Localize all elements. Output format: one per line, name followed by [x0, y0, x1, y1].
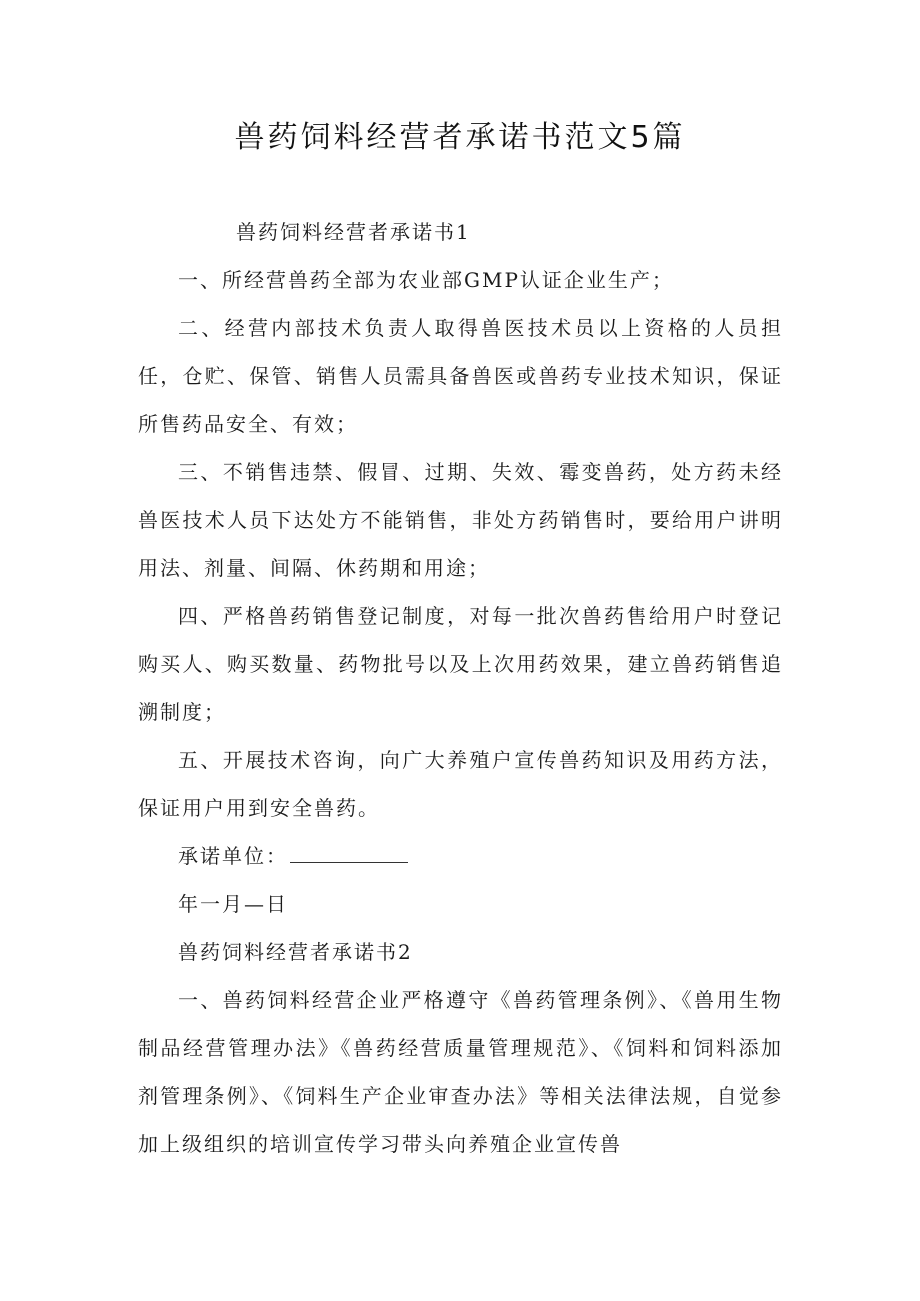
unit-label: 承诺单位： [178, 844, 288, 868]
paragraph: 三、不销售违禁、假冒、过期、失效、霉变兽药，处方药未经兽医技术人员下达处方不能销售，非处方药销售时，要给用户讲明用法、剂量、间隔、休药期和用途； [138, 460, 783, 580]
date-line: 年一月—日 [178, 892, 288, 916]
document-title: 兽药饲料经营者承诺书范文5篇 [234, 120, 686, 155]
paragraph: 二、经营内部技术负责人取得兽医技术员以上资格的人员担任，仓贮、保管、销售人员需具备兽医或兽药专业技术知识，保证所售药品安全、有效； [138, 316, 783, 436]
paragraph: 五、开展技术咨询，向广大养殖户宣传兽药知识及用药方法，保证用户用到安全兽药。 [138, 748, 783, 820]
unit-blank-field [290, 842, 408, 863]
section-heading: 兽药饲料经营者承诺书1 [236, 220, 471, 244]
section-heading: 兽药饲料经营者承诺书2 [178, 940, 413, 964]
document-body [138, 208, 783, 1168]
paragraph: 一、兽药饲料经营企业严格遵守《兽药管理条例》、《兽用生物制品经营管理办法》《兽药经营质量管理规范》、《饲料和饲料添加剂管理条例》、《饲料生产企业审查办法》等相关法律法规，自觉参加上级组织的培训宣传学习带头向养殖企业宣传兽 [138, 988, 783, 1156]
paragraph: 一、所经营兽药全部为农业部GMP认证企业生产； [178, 268, 674, 292]
signature-unit-line [138, 832, 783, 880]
paragraph: 四、严格兽药销售登记制度，对每一批次兽药售给用户时登记购买人、购买数量、药物批号以及上次用药效果，建立兽药销售追溯制度； [138, 604, 783, 724]
